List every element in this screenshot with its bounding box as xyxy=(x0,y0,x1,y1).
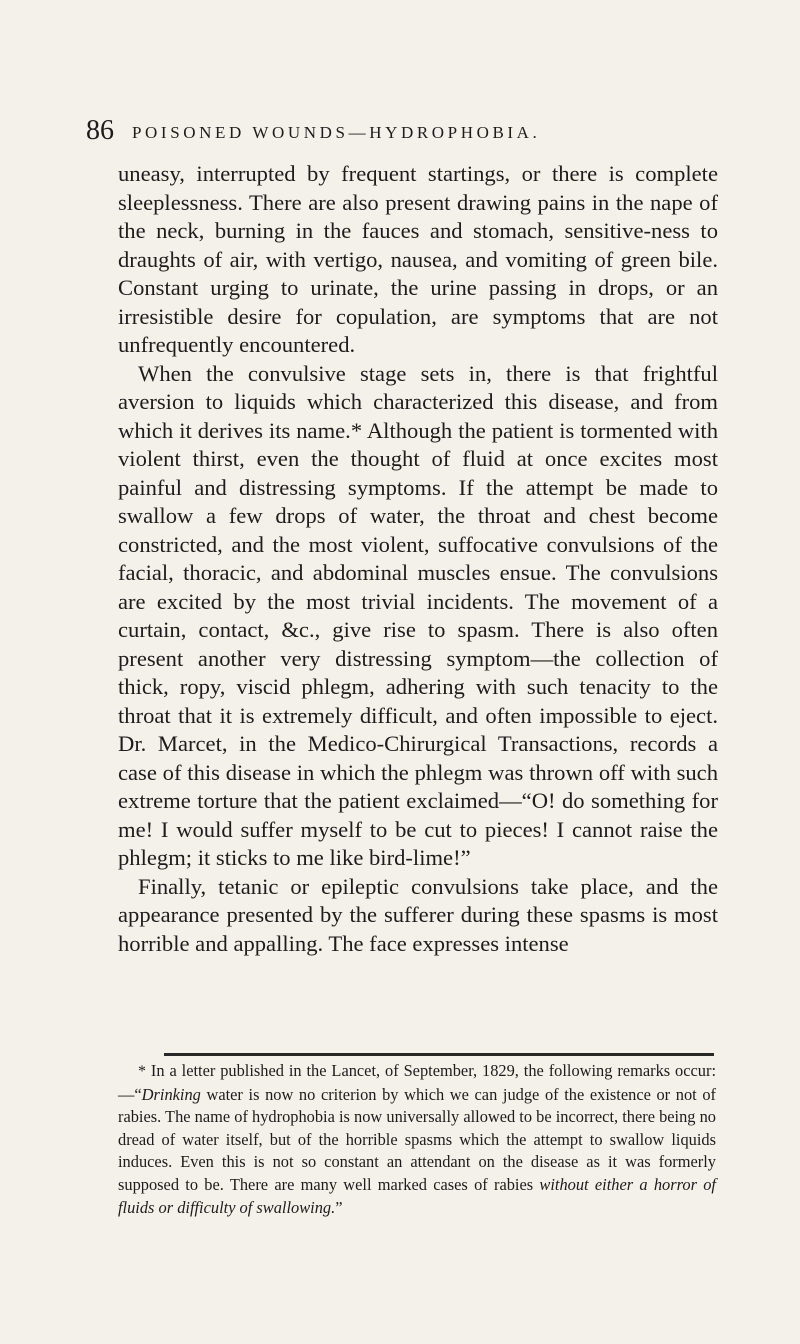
paragraph-2-text-a: When the convulsive stage sets in, there is that frightful aversion to liquids which characterized this disease, and from which it derives its name. xyxy=(118,360,718,443)
paragraph-3-text: Finally, tetanic or epileptic convulsions take place, and the appearance presented by the sufferer during these spasms is most horrible and appalling. The face expresses intense xyxy=(118,873,718,956)
footnote-reference-mark: * xyxy=(350,417,363,443)
paragraph-3 xyxy=(118,873,718,959)
footnote xyxy=(118,1060,716,1219)
footnote-text-1: In a letter published in the Lancet, of September, 1829, the following remarks occur:—“ xyxy=(118,1061,716,1104)
footnote-italic-1: Drinking xyxy=(141,1084,201,1104)
running-title: POISONED WOUNDS—HYDROPHOBIA. xyxy=(132,123,541,142)
page-header xyxy=(86,114,726,154)
footnote-paragraph xyxy=(118,1060,716,1219)
main-text xyxy=(118,160,718,958)
paragraph-2-text-b: Although the patient is tormented with violent thirst, even the thought of fluid at once excites most painful and distressing symptoms. If the attempt be made to swallow a few drops of water, the throat and chest become constricted, and the most violent, suffocative convulsions of the facial, thoracic, and abdominal muscles ensue. The convulsions are excited by the most trivial incidents. The movement of a curtain, contact, &c., give rise to spasm. There is also often present another very distressing symptom—the collection of thick, ropy, viscid phlegm, adhering with such tenacity to the throat that it is extremely difficult, and often impossible to eject. Dr. Marcet, in the Medico-Chirurgical Transactions, records a case of this disease in which the phlegm was thrown off with such extreme torture that the patient exclaimed—“O! do something for me! I would suffer myself to be cut to pieces! I cannot raise the phlegm; it sticks to me like bird-lime!” xyxy=(118,417,719,870)
footnote-text-2: water is now no criterion by which we can judge of the existence or not of rabies. The name of hydrophobia is now universally allowed to be incorrect, there being no dread of water itself, but of the horrible spasms which the attempt to swallow liquids induces. Even this is not so constant an attendant on the disease as it was formerly supposed to be. There are many well marked cases of rabies xyxy=(118,1084,716,1194)
paragraph-1 xyxy=(118,160,718,360)
paragraph-2 xyxy=(118,360,718,873)
paragraph-1-text: uneasy, interrupted by frequent startings, or there is complete sleeplessness. There are also present drawing pains in the nape of the neck, burning in the fauces and stomach, sensitive-ness to draughts of air, with vertigo, nausea, and vomiting of green bile. Constant urging to urinate, the urine passing in drops, or an irresistible desire for copulation, are symptoms that are not unfrequently encountered. xyxy=(118,161,718,357)
footnote-text-3: ” xyxy=(335,1197,343,1217)
footnote-mark: * xyxy=(138,1063,146,1080)
page-number: 86 xyxy=(86,115,114,146)
footnote-divider xyxy=(164,1053,714,1056)
footnote-italic-2: without either a horror of fluids or difficulty of swallowing. xyxy=(118,1174,716,1217)
